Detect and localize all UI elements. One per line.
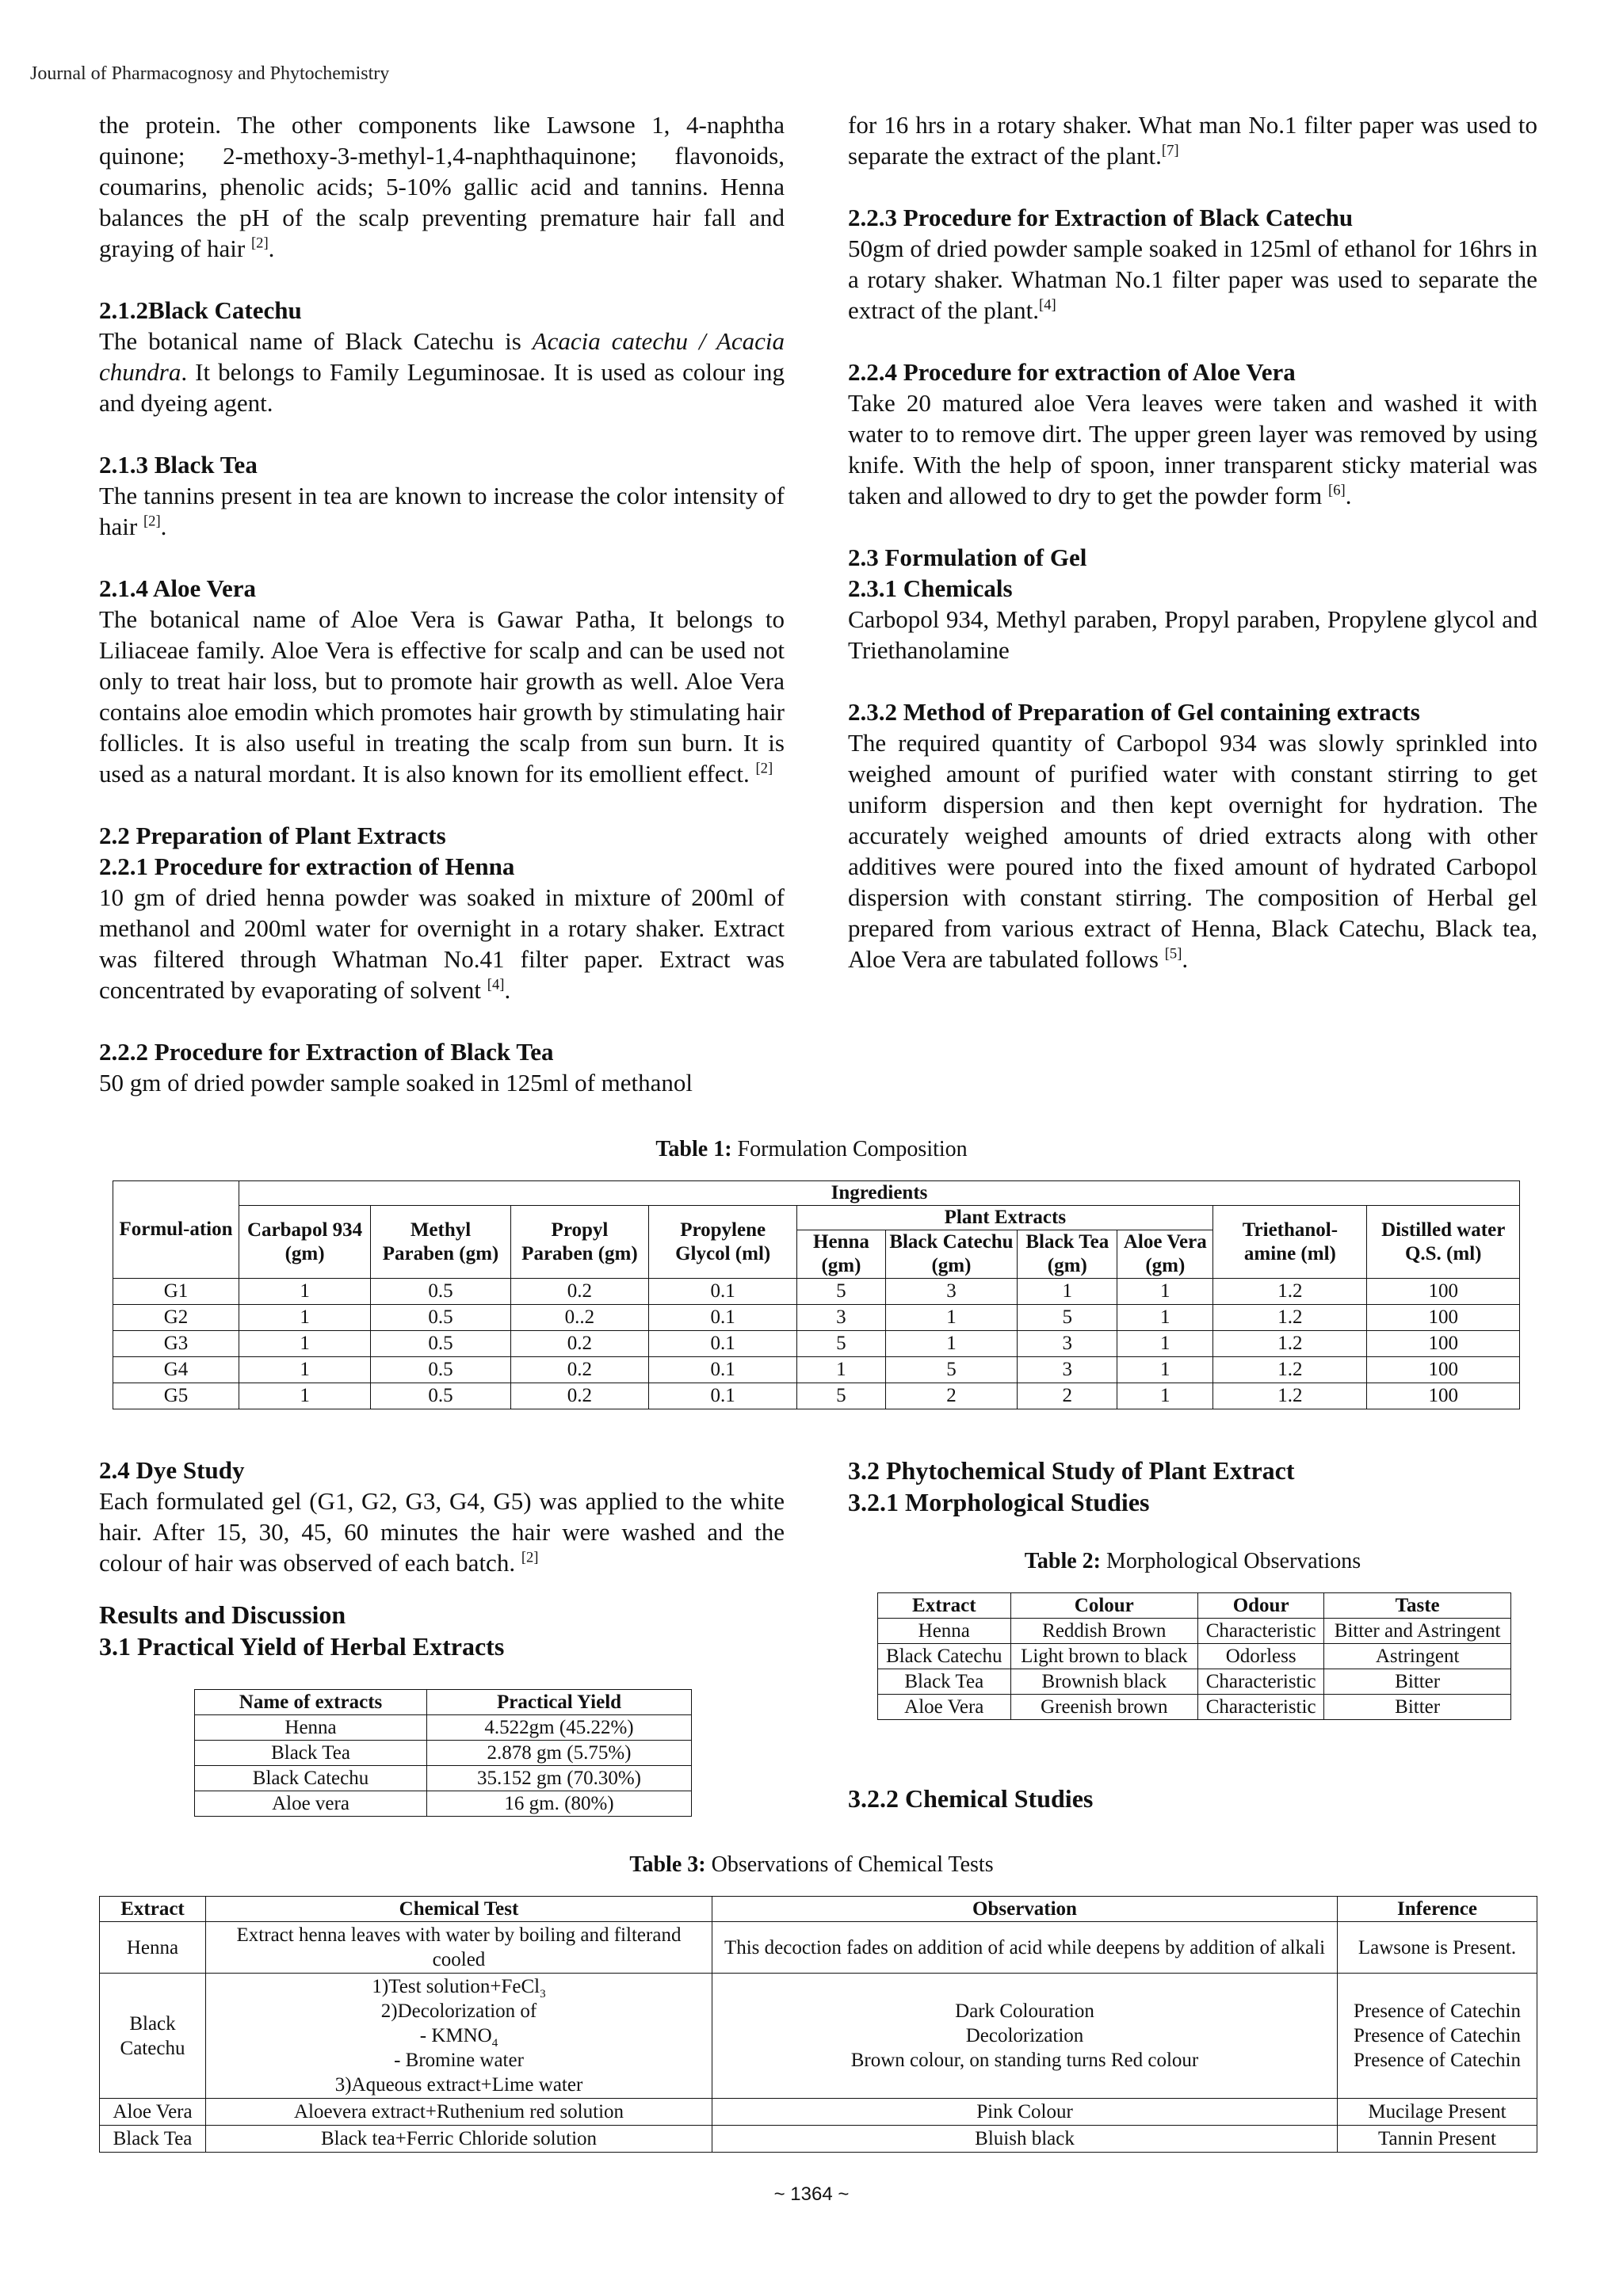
table1-col: Propylene Glycol (ml)	[649, 1206, 797, 1279]
table1-cell: 0.5	[371, 1279, 511, 1305]
heading-2-2-4: 2.2.4 Procedure for extraction of Aloe Vera	[848, 358, 1296, 386]
paragraph-black-tea: The tannins present in tea are known to increase the color intensity of hair [2].	[99, 482, 785, 540]
table1-cell: 0.5	[371, 1331, 511, 1357]
yield-cell: Black Tea	[195, 1741, 427, 1766]
chem-cell: Black Tea	[100, 2126, 206, 2153]
chem-cell: Henna	[100, 1922, 206, 1974]
table1-cell: G3	[113, 1331, 239, 1357]
chem-cell: This decoction fades on addition of acid while deepens by addition of alkali	[712, 1922, 1338, 1974]
table1-cell: 100	[1367, 1383, 1520, 1409]
chem-header: Extract	[100, 1897, 206, 1922]
chem-cell: Pink Colour	[712, 2099, 1338, 2126]
formulation-table	[113, 1180, 1520, 1409]
paragraph-aloe-extraction: Take 20 matured aloe Vera leaves were taken and washed it with water to to remove dirt. The upper green layer was removed by using knife. With the help of spoon, inner transparent sticky material was taken and allowed to dry to get the powder form [6].	[848, 389, 1537, 509]
table1-cell: 1	[239, 1331, 371, 1357]
table1-cell: 2	[885, 1383, 1018, 1409]
chem-header: Observation	[712, 1897, 1338, 1922]
paragraph-chemicals: Carbopol 934, Methyl paraben, Propyl paraben, Propylene glycol and Triethanolamine	[848, 605, 1537, 664]
morph-cell: Odorless	[1197, 1644, 1323, 1669]
chem-cell: Extract henna leaves with water by boiling and filterand cooled	[206, 1922, 712, 1974]
heading-2-3: 2.3 Formulation of Gel	[848, 543, 1087, 571]
table1-cell: G4	[113, 1357, 239, 1383]
table1-cell: 1	[239, 1357, 371, 1383]
table1-cell: 1	[1117, 1357, 1213, 1383]
yield-cell: 35.152 gm (70.30%)	[427, 1766, 692, 1791]
chem-cell: Bluish black	[712, 2126, 1338, 2153]
table1-cell: 100	[1367, 1279, 1520, 1305]
table-row	[100, 1922, 1537, 1974]
table1-cell: 1	[797, 1357, 885, 1383]
table-row	[195, 1766, 692, 1791]
page-number: ~ 1364 ~	[773, 2183, 850, 2205]
morph-cell: Bitter	[1324, 1669, 1511, 1695]
table1-cell: 1	[1018, 1279, 1117, 1305]
table1-cell: G5	[113, 1383, 239, 1409]
table1-cell: 3	[1018, 1357, 1117, 1383]
table1-cell: 0.1	[649, 1383, 797, 1409]
table1-cell: 0.2	[510, 1279, 648, 1305]
table1-cell: 0..2	[510, 1305, 648, 1331]
heading-2-1-2: 2.1.2Black Catechu	[99, 296, 302, 324]
morph-cell: Bitter and Astringent	[1324, 1619, 1511, 1644]
table2-caption: Table 2: Morphological Observations	[1024, 1549, 1361, 1573]
yield-cell: 4.522gm (45.22%)	[427, 1715, 692, 1741]
table1-col: Black Tea (gm)	[1018, 1230, 1117, 1279]
morph-cell: Characteristic	[1197, 1619, 1323, 1644]
table1-col: Henna (gm)	[797, 1230, 885, 1279]
table1-cell: 100	[1367, 1357, 1520, 1383]
paragraph-gel-method: The required quantity of Carbopol 934 was slowly sprinkled into weighed amount of purified water with constant stirring to get uniform dispersion and then kept overnight for hydration. The accurately weighed amounts of dried extracts along with other additives were poured into the fixed amount of hydrated Carbopol dispersion with constant stirring. The composition of Herbal gel prepared from various extract of Henna, Black Catechu, Black tea, Aloe Vera are tabulated follows [5].	[848, 729, 1537, 973]
chem-cell-tests: 1)Test solution+FeCl$_3$ 2)Decolorization of - $KMNO_4$ - Bromine water 3)Aqueous extract+Lime water	[206, 1974, 712, 2099]
morph-cell: Bitter	[1324, 1695, 1511, 1720]
table-row	[113, 1279, 1520, 1305]
yield-table	[194, 1689, 692, 1817]
paragraph-black-tea-cont: for 16 hrs in a rotary shaker. What man No.1 filter paper was used to separate the extract of the plant.[7]	[848, 111, 1537, 170]
left-column	[99, 109, 785, 1098]
paragraph-aloe-vera: The botanical name of Aloe Vera is Gawar Patha, It belongs to Liliaceae family. Aloe Vera is effective for scalp and can be used not only to treat hair loss, but to promote hair growth as well. Aloe Vera contains aloe emodin which promotes hair growth by stimulating hair follicles. It is also useful in treating the scalp from sun burn. It is used as a natural mordant. It is also known for its emollient effect. [2]	[99, 605, 785, 788]
chem-header: Chemical Test	[206, 1897, 712, 1922]
morph-cell: Reddish Brown	[1010, 1619, 1197, 1644]
chem-cell: Tannin Present	[1338, 2126, 1537, 2153]
table1-cell: G2	[113, 1305, 239, 1331]
table1-cell: 1	[239, 1383, 371, 1409]
table1-cell: 1	[1117, 1331, 1213, 1357]
yield-header: Practical Yield	[427, 1690, 692, 1715]
table1-cell: 1.2	[1213, 1357, 1367, 1383]
heading-2-1-3: 2.1.3 Black Tea	[99, 451, 258, 479]
table1-cell: 1.2	[1213, 1383, 1367, 1409]
table-row	[113, 1331, 1520, 1357]
table1-cell: 3	[797, 1305, 885, 1331]
table1-cell: 1	[1117, 1383, 1213, 1409]
morph-cell: Astringent	[1324, 1644, 1511, 1669]
table3-caption: Table 3: Observations of Chemical Tests	[629, 1852, 994, 1877]
yield-cell: Black Catechu	[195, 1766, 427, 1791]
table1-cell: 0.5	[371, 1383, 511, 1409]
yield-cell: 16 gm. (80%)	[427, 1791, 692, 1817]
morphology-table	[877, 1592, 1511, 1720]
morph-header: Odour	[1197, 1593, 1323, 1619]
heading-2-2-3: 2.2.3 Procedure for Extraction of Black Catechu	[848, 204, 1354, 231]
chem-cell: Black Catechu	[100, 1974, 206, 2099]
table1-caption: Table 1: Formulation Composition	[655, 1137, 968, 1161]
heading-2-3-2: 2.3.2 Method of Preparation of Gel containing extracts	[848, 698, 1420, 726]
heading-2-2-2: 2.2.2 Procedure for Extraction of Black Tea	[99, 1038, 554, 1066]
table1-header-ingredients: Ingredients	[239, 1181, 1520, 1206]
lower-left-column	[99, 1455, 785, 1662]
table1-cell: 0.2	[510, 1357, 648, 1383]
table1-cell: 1	[1117, 1305, 1213, 1331]
table1-header-plant-extracts: Plant Extracts	[797, 1206, 1213, 1230]
chem-cell: Aloevera extract+Ruthenium red solution	[206, 2099, 712, 2126]
table-row	[195, 1741, 692, 1766]
table-row	[100, 1974, 1537, 2099]
heading-3-2-1: 3.2.1 Morphological Studies	[848, 1488, 1150, 1516]
table-row	[100, 2126, 1537, 2153]
table1-cell: 3	[885, 1279, 1018, 1305]
heading-2-1-4: 2.1.4 Aloe Vera	[99, 574, 257, 602]
table1-cell: 3	[1018, 1331, 1117, 1357]
table1-cell: 1	[239, 1305, 371, 1331]
yield-cell: Henna	[195, 1715, 427, 1741]
table-row	[878, 1695, 1511, 1720]
heading-3-2: 3.2 Phytochemical Study of Plant Extract	[848, 1456, 1295, 1485]
yield-header: Name of extracts	[195, 1690, 427, 1715]
journal-name: Journal of Pharmacognosy and Phytochemistry	[30, 63, 390, 84]
table1-col: Carbapol 934 (gm)	[239, 1206, 371, 1279]
table1-cell: 0.1	[649, 1279, 797, 1305]
chemical-tests-table	[99, 1896, 1537, 2153]
table1-cell: 0.1	[649, 1357, 797, 1383]
heading-results: Results and Discussion	[99, 1600, 346, 1629]
paragraph-henna-extraction: 10 gm of dried henna powder was soaked in mixture of 200ml of methanol and 200ml water for overnight in a rotary shaker. Extract was filtered through Whatman No.41 filter paper. Extract was concentrated by evaporating of solvent [4].	[99, 883, 785, 1004]
table-row	[878, 1644, 1511, 1669]
table1-col: Propyl Paraben (gm)	[510, 1206, 648, 1279]
morph-cell: Brownish black	[1010, 1669, 1197, 1695]
chem-cell-observations: Dark Colouration Decolorization Brown colour, on standing turns Red colour	[712, 1974, 1338, 2099]
table1-cell: 1.2	[1213, 1305, 1367, 1331]
table1-cell: 0.1	[649, 1305, 797, 1331]
table1-cell: 100	[1367, 1331, 1520, 1357]
morph-cell: Henna	[878, 1619, 1011, 1644]
morph-cell: Black Tea	[878, 1669, 1011, 1695]
table1-cell: 0.1	[649, 1331, 797, 1357]
table1-cell: 0.2	[510, 1331, 648, 1357]
table1-cell: G1	[113, 1279, 239, 1305]
table-row	[113, 1305, 1520, 1331]
heading-3-1: 3.1 Practical Yield of Herbal Extracts	[99, 1632, 505, 1661]
morph-cell: Characteristic	[1197, 1669, 1323, 1695]
morph-cell: Black Catechu	[878, 1644, 1011, 1669]
table-row	[195, 1715, 692, 1741]
paragraph-intro: the protein. The other components like Lawsone 1, 4-naphtha quinone; 2-methoxy-3-methyl-1,4-naphthaquinone; flavonoids, coumarins, phenolic acids; 5-10% gallic acid and tannins. Henna balances the pH of the scalp preventing premature hair fall and graying of hair [2].	[99, 111, 785, 262]
table1-cell: 5	[885, 1357, 1018, 1383]
table1-cell: 1	[1117, 1279, 1213, 1305]
heading-3-2-2: 3.2.2 Chemical Studies	[848, 1784, 1094, 1813]
table1-col: Triethanol-amine (ml)	[1213, 1206, 1367, 1279]
yield-cell: Aloe vera	[195, 1791, 427, 1817]
chemical-studies-heading-block	[848, 1783, 1537, 1814]
table-row	[878, 1619, 1511, 1644]
morph-header: Extract	[878, 1593, 1011, 1619]
morph-cell: Light brown to black	[1010, 1644, 1197, 1669]
table1-cell: 0.5	[371, 1305, 511, 1331]
chem-cell: Mucilage Present	[1338, 2099, 1537, 2126]
table1-cell: 5	[797, 1383, 885, 1409]
right-column	[848, 109, 1537, 974]
lower-right-column	[848, 1455, 1537, 1518]
table1-cell: 1	[885, 1305, 1018, 1331]
heading-2-3-1: 2.3.1 Chemicals	[848, 574, 1013, 602]
heading-2-4: 2.4 Dye Study	[99, 1456, 245, 1484]
heading-2-2-1: 2.2.1 Procedure for extraction of Henna	[99, 852, 515, 880]
table1-cell: 5	[797, 1279, 885, 1305]
morph-header: Colour	[1010, 1593, 1197, 1619]
table-row	[195, 1791, 692, 1817]
chem-cell: Black tea+Ferric Chloride solution	[206, 2126, 712, 2153]
chem-cell: Lawsone is Present.	[1338, 1922, 1537, 1974]
table1-col: Aloe Vera (gm)	[1117, 1230, 1213, 1279]
yield-cell: 2.878 gm (5.75%)	[427, 1741, 692, 1766]
paragraph-black-catechu: The botanical name of Black Catechu is Acacia catechu / Acacia chundra. It belongs to Family Leguminosae. It is used as colour ing and dyeing agent.	[99, 327, 785, 417]
table-row	[113, 1383, 1520, 1409]
table1-cell: 0.2	[510, 1383, 648, 1409]
chem-header: Inference	[1338, 1897, 1537, 1922]
table1-cell: 5	[1018, 1305, 1117, 1331]
table1-cell: 5	[797, 1331, 885, 1357]
table-row	[113, 1357, 1520, 1383]
table1-col: Black Catechu (gm)	[885, 1230, 1018, 1279]
table1-cell: 100	[1367, 1305, 1520, 1331]
morph-header: Taste	[1324, 1593, 1511, 1619]
table1-col: Methyl Paraben (gm)	[371, 1206, 511, 1279]
paragraph-dye-study: Each formulated gel (G1, G2, G3, G4, G5) was applied to the white hair. After 15, 30, 45, 60 minutes the hair were washed and the colour of hair was observed of each batch. [2]	[99, 1487, 785, 1577]
table-row	[100, 2099, 1537, 2126]
table1-cell: 1	[239, 1279, 371, 1305]
table1-cell: 2	[1018, 1383, 1117, 1409]
paragraph-black-tea-extraction: 50 gm of dried powder sample soaked in 125ml of methanol	[99, 1069, 693, 1097]
paragraph-catechu-extraction: 50gm of dried powder sample soaked in 125ml of ethanol for 16hrs in a rotary shaker. Whatman No.1 filter paper was used to separate the extract of the plant.[4]	[848, 235, 1537, 324]
chem-cell: Aloe Vera	[100, 2099, 206, 2126]
heading-2-2: 2.2 Preparation of Plant Extracts	[99, 822, 446, 849]
table1-cell: 1	[885, 1331, 1018, 1357]
table1-col: Distilled water Q.S. (ml)	[1367, 1206, 1520, 1279]
table1-header-formulation: Formul-ation	[113, 1181, 239, 1279]
morph-cell: Characteristic	[1197, 1695, 1323, 1720]
table1-cell: 1.2	[1213, 1279, 1367, 1305]
chem-cell-inference: Presence of Catechin Presence of Catechin Presence of Catechin	[1338, 1974, 1537, 2099]
morph-cell: Greenish brown	[1010, 1695, 1197, 1720]
morph-cell: Aloe Vera	[878, 1695, 1011, 1720]
table1-cell: 0.5	[371, 1357, 511, 1383]
table1-cell: 1.2	[1213, 1331, 1367, 1357]
table-row	[878, 1669, 1511, 1695]
